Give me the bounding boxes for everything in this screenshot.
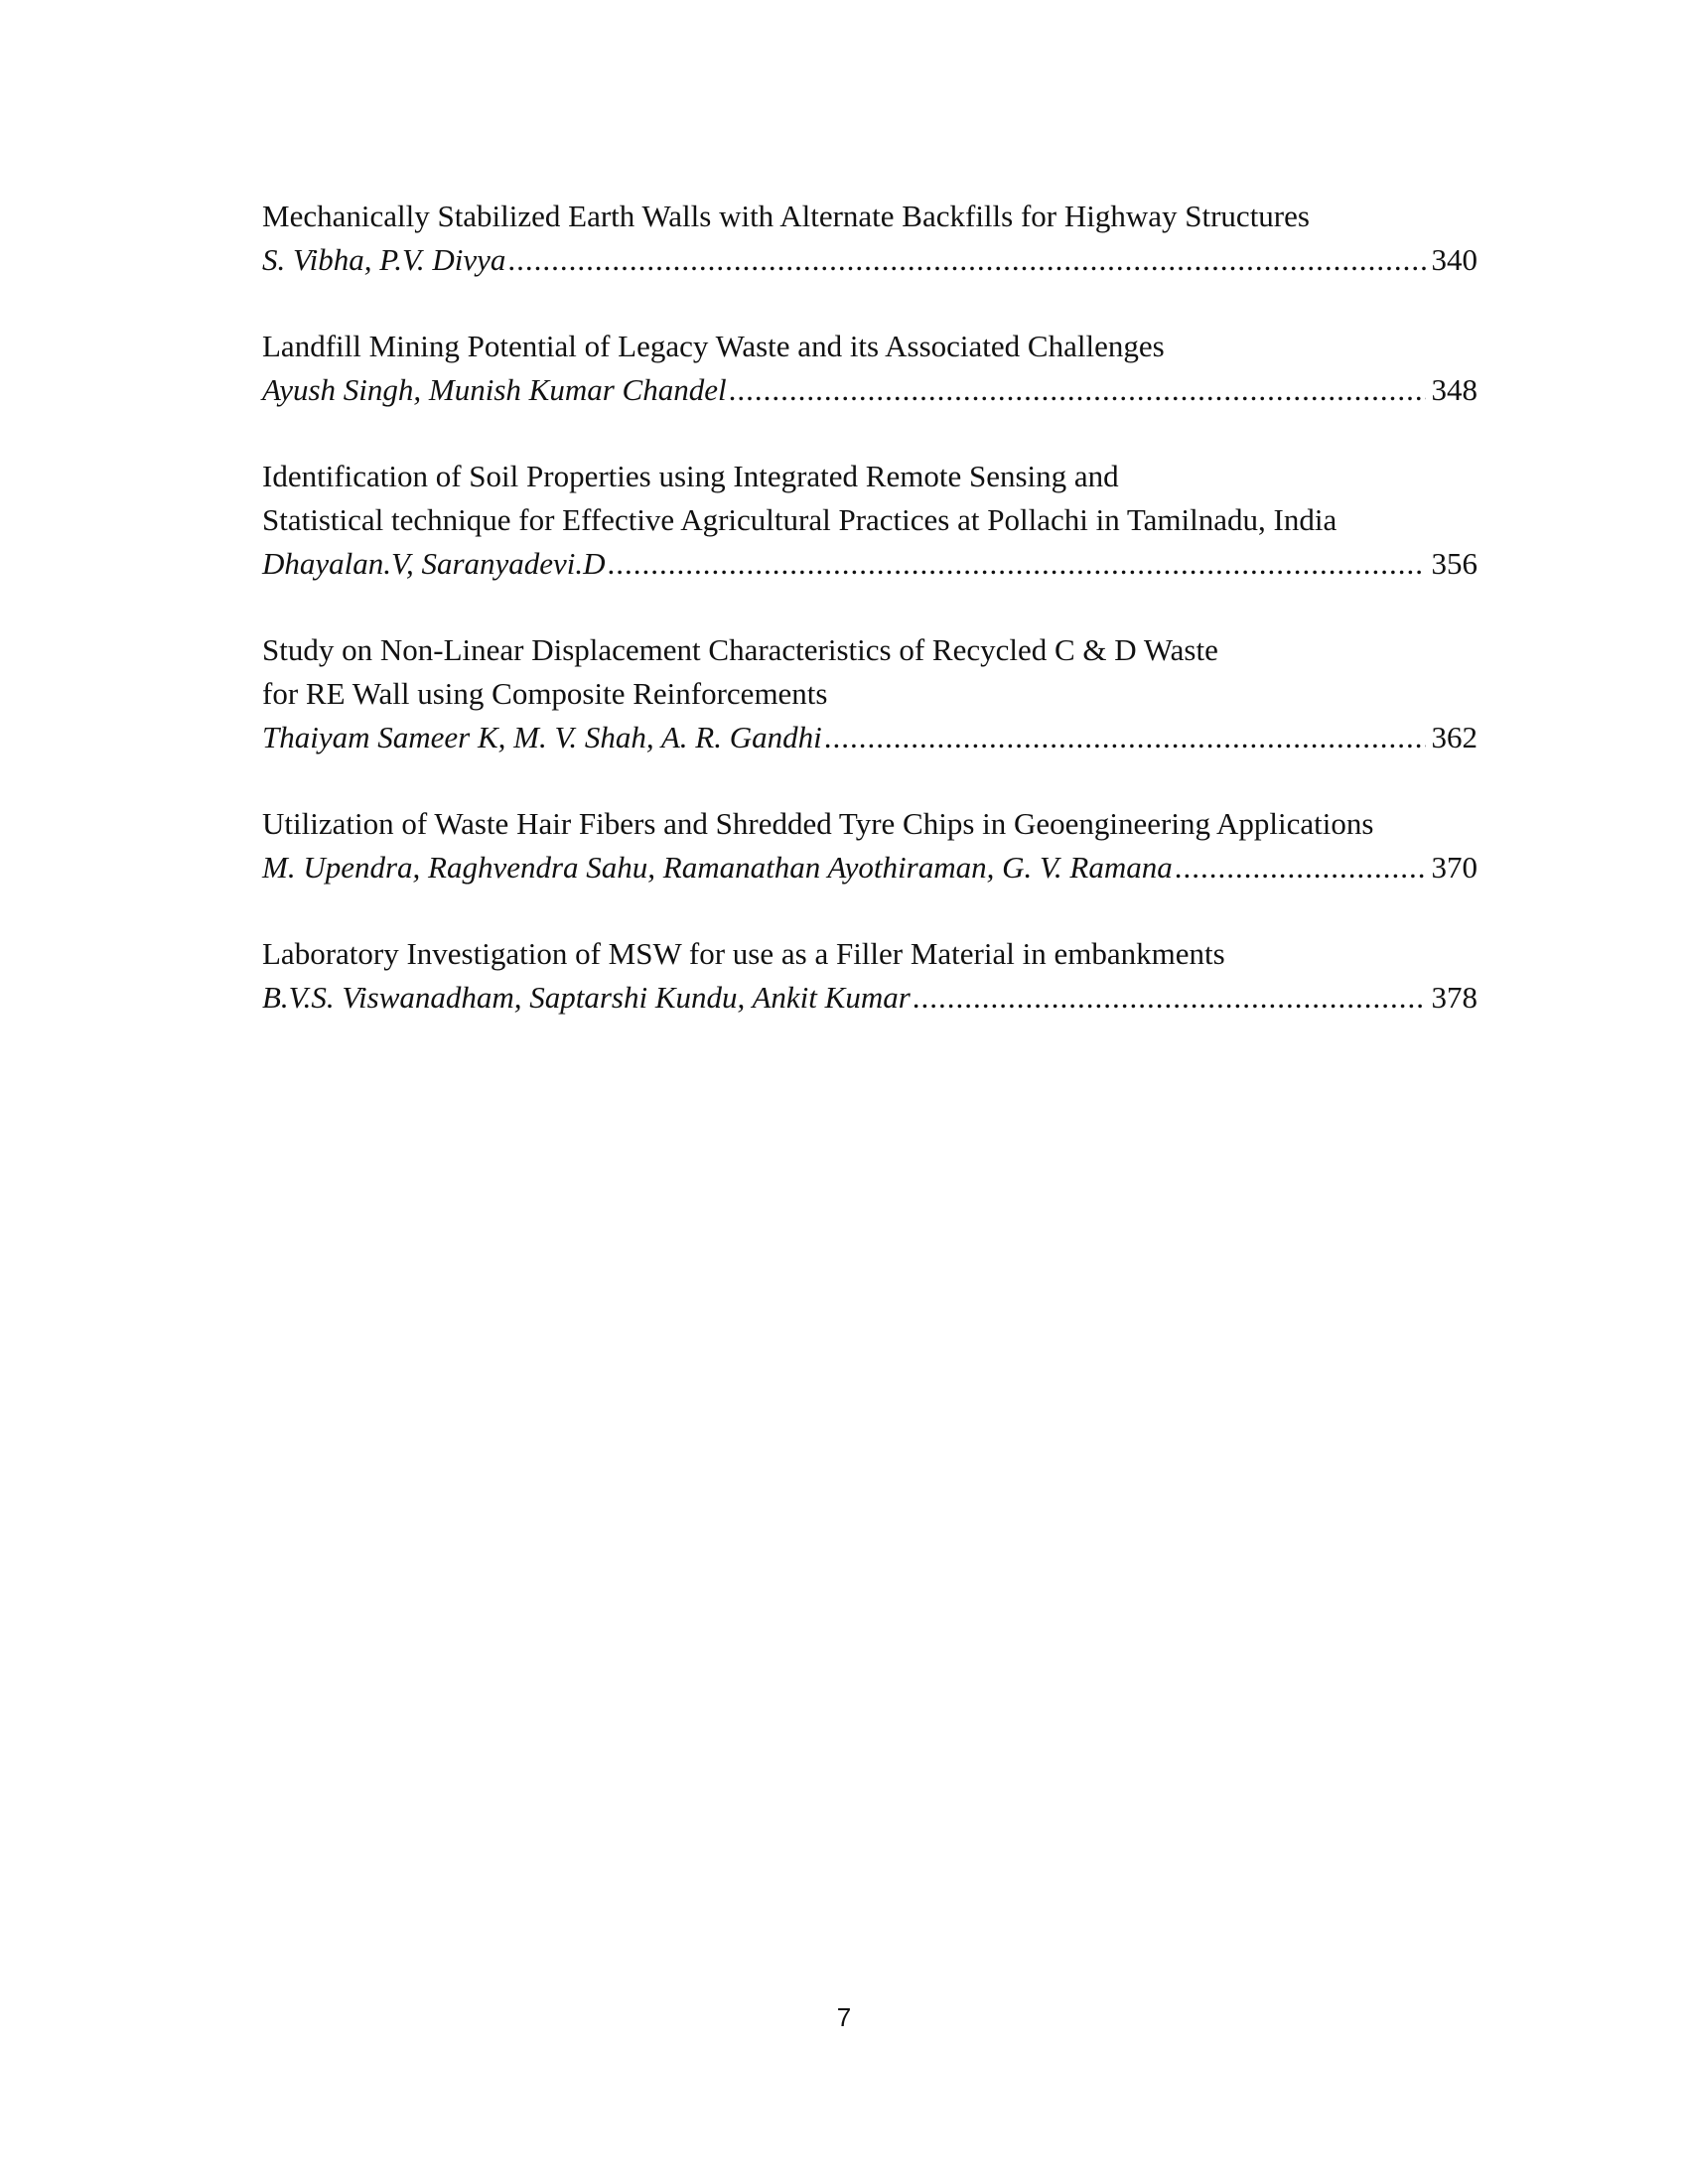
entry-author-line: [262, 716, 1477, 759]
entry-title-line-2: for RE Wall using Composite Reinforcements: [262, 676, 828, 711]
entry-title: Utilization of Waste Hair Fibers and Shredded Tyre Chips in Geoengineering Applications: [262, 806, 1374, 841]
entry-page-number: 370: [1431, 850, 1477, 885]
dot-leader: [1175, 846, 1426, 889]
entry-author-line: [262, 976, 1477, 1020]
entry-authors: Dhayalan.V, Saranyadevi.D: [262, 546, 606, 581]
entry-page-number: 340: [1431, 242, 1477, 277]
table-of-contents: [262, 195, 1477, 1062]
toc-entry[interactable]: [262, 195, 1477, 282]
entry-authors: Ayush Singh, Munish Kumar Chandel: [262, 372, 727, 407]
entry-authors: Thaiyam Sameer K, M. V. Shah, A. R. Gandhi: [262, 720, 822, 754]
entry-title-line-1: Study on Non-Linear Displacement Characteristics of Recycled C & D Waste: [262, 632, 1218, 667]
entry-author-line: [262, 846, 1477, 889]
dot-leader: [824, 716, 1426, 759]
toc-entry[interactable]: [262, 802, 1477, 889]
entry-author-line: [262, 368, 1477, 412]
entry-title: Laboratory Investigation of MSW for use as a Filler Material in embankments: [262, 936, 1225, 971]
entry-author-line: [262, 542, 1477, 586]
entry-author-line: [262, 238, 1477, 282]
dot-leader: [608, 542, 1426, 586]
entry-title-line-1: Identification of Soil Properties using Integrated Remote Sensing and: [262, 459, 1119, 493]
entry-authors: B.V.S. Viswanadham, Saptarshi Kundu, Ankit Kumar: [262, 980, 911, 1015]
entry-title: Landfill Mining Potential of Legacy Waste and its Associated Challenges: [262, 329, 1165, 363]
page-number: 7: [836, 2002, 852, 2032]
dot-leader: [729, 368, 1426, 412]
entry-title-line-2: Statistical technique for Effective Agricultural Practices at Pollachi in Tamilnadu, India: [262, 502, 1337, 537]
toc-entry[interactable]: [262, 932, 1477, 1020]
entry-authors: M. Upendra, Raghvendra Sahu, Ramanathan Ayothiraman, G. V. Ramana: [262, 850, 1173, 885]
toc-entry[interactable]: [262, 455, 1477, 586]
toc-entry[interactable]: [262, 628, 1477, 759]
entry-page-number: 356: [1431, 546, 1477, 581]
dot-leader: [913, 976, 1426, 1020]
dot-leader: [507, 238, 1425, 282]
entry-page-number: 378: [1431, 980, 1477, 1015]
entry-page-number: 362: [1431, 720, 1477, 754]
toc-entry[interactable]: [262, 325, 1477, 412]
entry-authors: S. Vibha, P.V. Divya: [262, 242, 506, 277]
entry-title: Mechanically Stabilized Earth Walls with Alternate Backfills for Highway Structures: [262, 199, 1310, 233]
entry-page-number: 348: [1431, 372, 1477, 407]
